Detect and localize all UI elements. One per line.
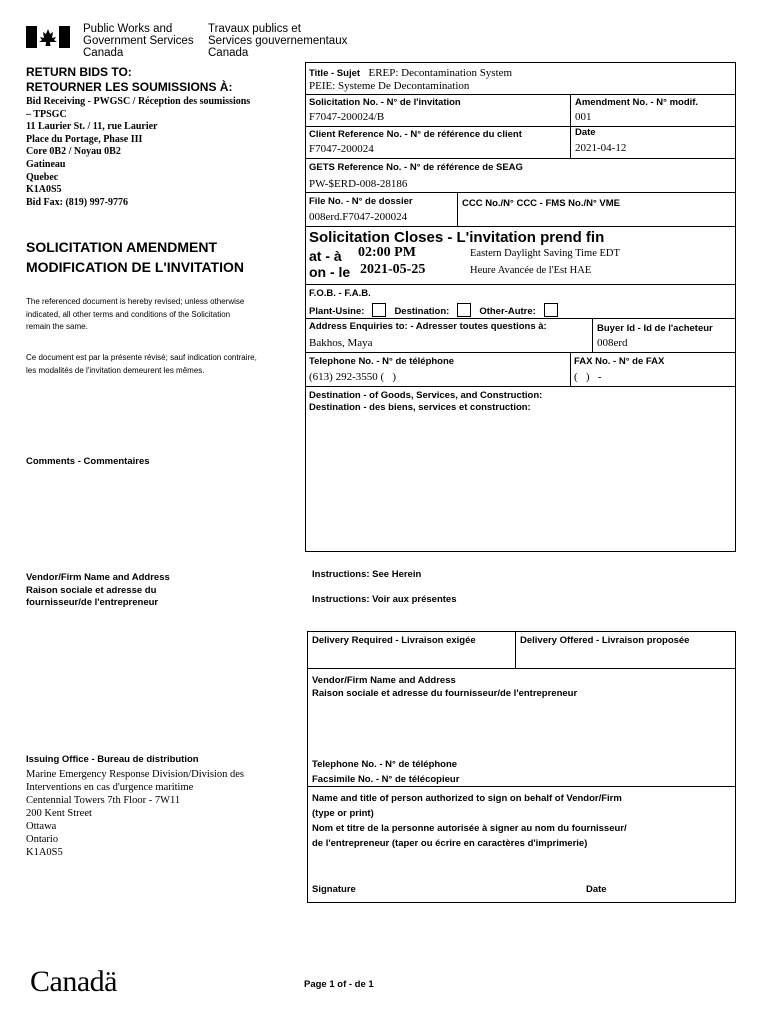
client-ref-label: Client Reference No. - N° de référence du client bbox=[309, 129, 522, 140]
client-ref-value: F7047-200024 bbox=[309, 143, 374, 155]
delivery-offered-field[interactable] bbox=[520, 650, 730, 664]
vendor-name-field[interactable] bbox=[312, 702, 730, 752]
note-line: les modalités de l'invitation demeurent les mêmes. bbox=[26, 365, 205, 375]
at-label: at - à bbox=[309, 248, 342, 264]
vendor-left-line: Raison sociale et adresse du bbox=[26, 584, 157, 596]
address-line: Bid Receiving - PWGSC / Réception des soumissions bbox=[26, 96, 251, 107]
amendment-no-label: Amendment No. - N° modif. bbox=[575, 97, 699, 108]
amendment-title-fr: MODIFICATION DE L'INVITATION bbox=[26, 259, 244, 275]
on-label: on - le bbox=[309, 264, 351, 280]
solicitation-no-value: F7047-200024/B bbox=[309, 111, 385, 123]
destination-label-block bbox=[309, 390, 542, 414]
note-line: Ce document est par la présente révisé; sauf indication contraire, bbox=[26, 353, 257, 362]
plant-checkbox[interactable] bbox=[372, 303, 386, 317]
authorized-person-label bbox=[312, 791, 627, 851]
address-enquiries-label: Address Enquiries to: - Adresser toutes questions à: bbox=[309, 321, 547, 332]
dept-fr-line: Services gouvernementaux bbox=[208, 35, 348, 47]
issuing-line: Ottawa bbox=[26, 821, 57, 832]
note-line: indicated, all other terms and conditions of the Solicitation bbox=[26, 309, 231, 319]
issuing-office-address bbox=[26, 768, 244, 859]
address-enquiries-value: Bakhos, Maya bbox=[309, 337, 373, 349]
dept-fr-line: Canada bbox=[208, 47, 249, 59]
ccc-no-label: CCC No./N° CCC - FMS No./N° VME bbox=[462, 198, 621, 209]
page-number: Page 1 of - de 1 bbox=[304, 979, 374, 990]
auth-line: Name and title of person authorized to sign on behalf of Vendor/Firm bbox=[312, 793, 622, 804]
other-checkbox[interactable] bbox=[544, 303, 558, 317]
instructions-fr: Instructions: Voir aux présentes bbox=[312, 594, 457, 605]
issuing-line: Ontario bbox=[26, 834, 59, 845]
destination-label-en: Destination - of Goods, Services, and Construction: bbox=[309, 390, 543, 401]
amendment-title-en: SOLICITATION AMENDMENT bbox=[26, 239, 218, 255]
issuing-line: K1A0S5 bbox=[26, 847, 63, 858]
amendment-note-en bbox=[26, 296, 244, 334]
address-line: Place du Portage, Phase III bbox=[26, 133, 143, 145]
vendor-left-line: Vendor/Firm Name and Address bbox=[26, 572, 170, 583]
title-label: Title - Sujet bbox=[309, 68, 361, 79]
return-bids-title-fr: RETOURNER LES SOUMISSIONS À: bbox=[26, 80, 233, 94]
fob-label: F.O.B. - F.A.B. bbox=[309, 288, 371, 299]
canada-wordmark: Canadä bbox=[30, 965, 117, 998]
issuing-line: Marine Emergency Response Division/Division des bbox=[26, 769, 244, 780]
issuing-office-label: Issuing Office - Bureau de distribution bbox=[26, 754, 199, 765]
timezone-en: Eastern Daylight Saving Time EDT bbox=[470, 248, 620, 259]
destination-checkbox[interactable] bbox=[457, 303, 471, 317]
dept-name-fr bbox=[208, 23, 347, 59]
auth-line: Nom et titre de la personne autorisée à signer au nom du fournisseur/ bbox=[312, 823, 627, 834]
vendor-block-label bbox=[312, 674, 577, 700]
other-label: Other-Autre: bbox=[479, 306, 536, 317]
vendor-facsimile-label: Facsimile No. - N° de télécopieur bbox=[312, 774, 460, 785]
vendor-label-fr: Raison sociale et adresse du fournisseur/de l'entrepreneur bbox=[312, 688, 578, 699]
dept-fr-line: Travaux publics et bbox=[208, 23, 301, 35]
destination-label: Destination: bbox=[394, 306, 450, 317]
issuing-line: 200 Kent Street bbox=[26, 808, 92, 819]
vendor-left-line: fournisseur/de l'entrepreneur bbox=[26, 597, 159, 608]
file-no-value: 008erd.F7047-200024 bbox=[309, 211, 408, 223]
address-line: 11 Laurier St. / 11, rue Laurier bbox=[26, 121, 158, 133]
gets-ref-label: GETS Reference No. - N° de référence de SEAG bbox=[309, 162, 523, 173]
solicitation-no-label: Solicitation No. - N° de l'invitation bbox=[309, 97, 461, 108]
title-value: EREP: Decontamination System bbox=[368, 67, 513, 79]
dept-en-line: Government Services bbox=[83, 35, 194, 47]
delivery-offered-label: Delivery Offered - Livraison proposée bbox=[520, 635, 690, 646]
buyer-id-label: Buyer Id - Id de l'acheteur bbox=[597, 323, 713, 334]
destination-label-fr: Destination - des biens, services et construction: bbox=[309, 402, 531, 413]
amendment-title bbox=[26, 237, 244, 277]
note-line: The referenced document is hereby revised; unless otherwise bbox=[26, 297, 245, 306]
return-bids-title-en: RETURN BIDS TO: bbox=[26, 65, 132, 79]
dept-name-en bbox=[83, 23, 194, 59]
close-date-value: 2021-05-25 bbox=[360, 262, 426, 277]
auth-line: (type or print) bbox=[312, 808, 374, 819]
timezone-fr: Heure Avancée de l'Est HAE bbox=[470, 265, 592, 276]
plant-label: Plant-Usine: bbox=[309, 306, 365, 317]
issuing-line: Interventions en cas d'urgence maritime bbox=[26, 782, 194, 793]
note-line: remain the same. bbox=[26, 322, 88, 331]
canada-flag-logo bbox=[26, 26, 70, 48]
comments-label: Comments - Commentaires bbox=[26, 456, 150, 467]
amendment-no-value: 001 bbox=[575, 111, 592, 123]
telephone-value: (613) 292-3550 ( ) bbox=[309, 371, 397, 383]
auth-line: de l'entrepreneur (taper ou écrire en caractères d'imprimerie) bbox=[312, 838, 588, 849]
signature-label: Signature bbox=[312, 884, 356, 895]
issuing-line: Centennial Towers 7th Floor - 7W11 bbox=[26, 795, 181, 806]
closes-title: Solicitation Closes - L'invitation prend fin bbox=[309, 229, 605, 246]
address-line: – TPSGC bbox=[26, 108, 67, 120]
return-bids-title bbox=[26, 65, 232, 95]
fax-value: ( ) - bbox=[574, 371, 602, 383]
address-line: Core 0B2 / Noyau 0B2 bbox=[26, 146, 121, 158]
file-no-label: File No. - N° de dossier bbox=[309, 196, 413, 207]
title-value-fr: PEIE: Systeme De Decontamination bbox=[309, 80, 470, 92]
telephone-label: Telephone No. - N° de téléphone bbox=[309, 356, 455, 367]
dept-en-line: Canada bbox=[83, 47, 124, 59]
vendor-phone-label: Telephone No. - N° de téléphone bbox=[312, 759, 458, 770]
address-line: Quebec bbox=[26, 171, 59, 183]
date-label: Date bbox=[575, 127, 596, 138]
return-bids-address bbox=[26, 96, 250, 209]
fax-label: FAX No. - N° de FAX bbox=[574, 356, 665, 367]
bid-fax: Bid Fax: (819) 997-9776 bbox=[26, 196, 128, 208]
vendor-left-label bbox=[26, 572, 170, 610]
buyer-id-value: 008erd bbox=[597, 337, 628, 349]
address-line: K1A0S5 bbox=[26, 184, 62, 196]
vendor-label-en: Vendor/Firm Name and Address bbox=[312, 675, 456, 686]
delivery-required-label: Delivery Required - Livraison exigée bbox=[312, 635, 476, 646]
fob-options bbox=[309, 301, 566, 319]
instructions-en: Instructions: See Herein bbox=[312, 569, 422, 580]
signature-date-label: Date bbox=[586, 884, 607, 895]
gets-ref-value: PW-$ERD-008-28186 bbox=[309, 178, 408, 190]
amendment-note-fr bbox=[26, 352, 257, 377]
dept-en-line: Public Works and bbox=[83, 23, 173, 35]
close-time-value: 02:00 PM bbox=[358, 245, 416, 260]
date-value: 2021-04-12 bbox=[575, 142, 627, 154]
address-line: Gatineau bbox=[26, 158, 66, 170]
title-field bbox=[309, 65, 512, 93]
